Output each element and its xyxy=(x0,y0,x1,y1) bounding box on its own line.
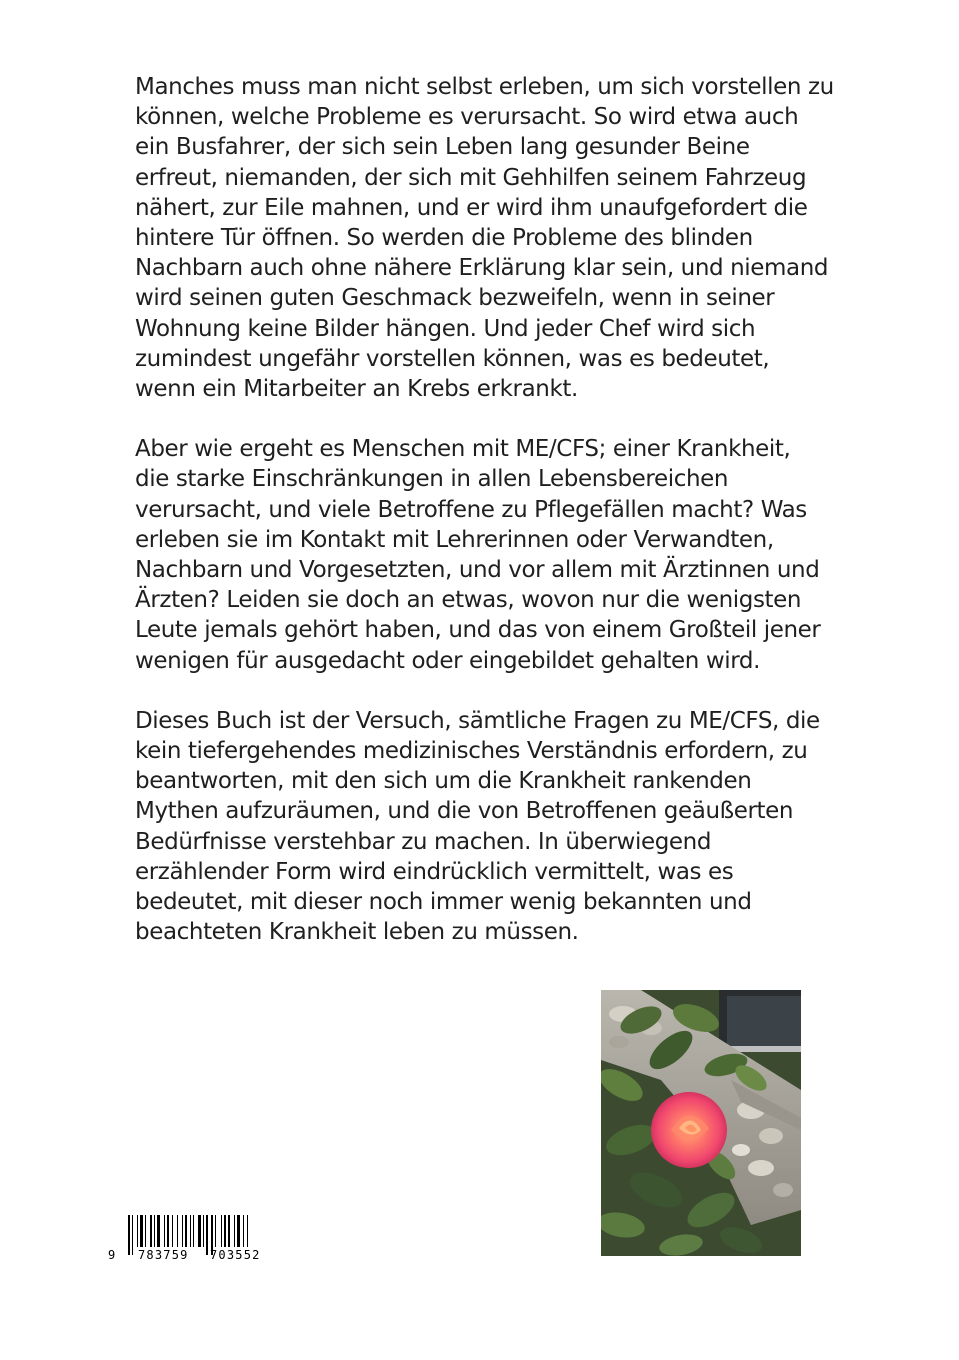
text-line: hintere Tür öffnen. So werden die Probleme des blinden xyxy=(135,225,753,252)
blurb-paragraph-2 xyxy=(135,434,825,676)
text-line: können, welche Probleme es verursacht. So wird etwa auch xyxy=(135,104,799,131)
rose-illustration xyxy=(601,990,801,1256)
barcode-bar xyxy=(157,1215,160,1247)
text-line: verursacht, und viele Betroffene zu Pflegefällen macht? Was xyxy=(135,496,807,523)
barcode-bar xyxy=(128,1215,130,1255)
barcode-bar xyxy=(243,1215,244,1247)
barcode-bar xyxy=(154,1215,155,1247)
barcode-bar xyxy=(193,1215,194,1247)
text-line: Wohnung keine Bilder hängen. Und jeder Chef wird sich xyxy=(135,315,756,342)
text-line: wenn ein Mitarbeiter an Krebs erkrankt. xyxy=(135,376,578,403)
barcode-bar xyxy=(185,1215,187,1247)
isbn-barcode xyxy=(108,1215,288,1263)
barcode-bar xyxy=(172,1215,173,1247)
text-line: beachteten Krankheit leben zu müssen. xyxy=(135,919,579,946)
barcode-bar xyxy=(237,1215,240,1247)
text-line: Manches muss man nicht selbst erleben, um sich vorstellen zu xyxy=(135,74,834,100)
text-line: erzählender Form wird eindrücklich vermittelt, was es xyxy=(135,858,734,885)
blurb-paragraph-1 xyxy=(135,72,834,404)
text-line: Nachbarn auch ohne nähere Erklärung klar sein, und niemand xyxy=(135,255,829,282)
text-line: Leute jemals gehört haben, und das von einem Großteil jener xyxy=(135,617,821,644)
barcode-bar xyxy=(206,1215,208,1255)
text-line: bedeutet, mit dieser noch immer wenig bekannten und xyxy=(135,889,752,916)
barcode-bar xyxy=(137,1215,138,1247)
barcode-bar xyxy=(247,1215,248,1247)
barcode-bar xyxy=(177,1215,178,1247)
text-line: wird seinen guten Geschmack bezweifeln, wenn in seiner xyxy=(135,285,775,312)
barcode-bar xyxy=(182,1215,183,1247)
barcode-bar xyxy=(234,1215,235,1247)
text-line: erleben sie im Kontakt mit Lehrerinnen oder Verwandten, xyxy=(135,526,774,553)
text-line: zumindest ungefähr vorstellen können, was es bedeutet, xyxy=(135,345,770,372)
text-line: ein Busfahrer, der sich sein Leben lang gesunder Beine xyxy=(135,134,750,161)
text-line: Nachbarn und Vorgesetzten, und vor allem mit Ärztinnen und xyxy=(135,557,820,584)
barcode-bar xyxy=(132,1215,133,1255)
barcode-bar xyxy=(203,1215,204,1247)
barcode-bar xyxy=(215,1215,216,1247)
barcode-bar xyxy=(221,1215,222,1247)
barcode-bar xyxy=(150,1215,152,1247)
blurb-paragraph-3 xyxy=(135,706,825,948)
text-line: wenigen für ausgedacht oder eingebildet gehalten wird. xyxy=(135,647,761,674)
text-line: beantworten, mit den sich um die Krankheit rankenden xyxy=(135,768,752,795)
barcode-bar xyxy=(190,1215,191,1247)
barcode-bar xyxy=(224,1215,226,1247)
barcode-bar xyxy=(167,1215,169,1247)
text-line: Dieses Buch ist der Versuch, sämtliche Fragen zu ME/CFS, die xyxy=(135,707,820,734)
barcode-left-digits: 783759 xyxy=(138,1248,189,1262)
text-line: Bedürfnisse verstehbar zu machen. In überwiegend xyxy=(135,828,712,855)
text-line: Ärzten? Leiden sie doch an etwas, wovon nur die wenigsten xyxy=(135,587,802,614)
text-line: die starke Einschränkungen in allen Lebensbereichen xyxy=(135,466,729,493)
barcode-bar xyxy=(164,1215,165,1247)
text-line: erfreut, niemanden, der sich mit Gehhilfen seinem Fahrzeug xyxy=(135,164,807,191)
text-line: Mythen aufzuräumen, und die von Betroffenen geäußerten xyxy=(135,798,794,825)
back-cover-blurb xyxy=(135,72,834,977)
barcode-bar xyxy=(198,1215,201,1247)
text-line: Aber wie ergeht es Menschen mit ME/CFS; einer Krankheit, xyxy=(135,436,791,463)
rose-photo xyxy=(601,990,801,1256)
barcode-lead-digit: 9 xyxy=(108,1248,117,1262)
text-line: nähert, zur Eile mahnen, und er wird ihm unaufgefordert die xyxy=(135,194,808,221)
barcode-right-digits: 703552 xyxy=(210,1248,261,1262)
barcode-bar xyxy=(145,1215,146,1247)
barcode-bar xyxy=(228,1215,230,1247)
barcode-bar xyxy=(140,1215,143,1247)
text-line: kein tiefergehendes medizinisches Verständnis erfordern, zu xyxy=(135,738,808,765)
